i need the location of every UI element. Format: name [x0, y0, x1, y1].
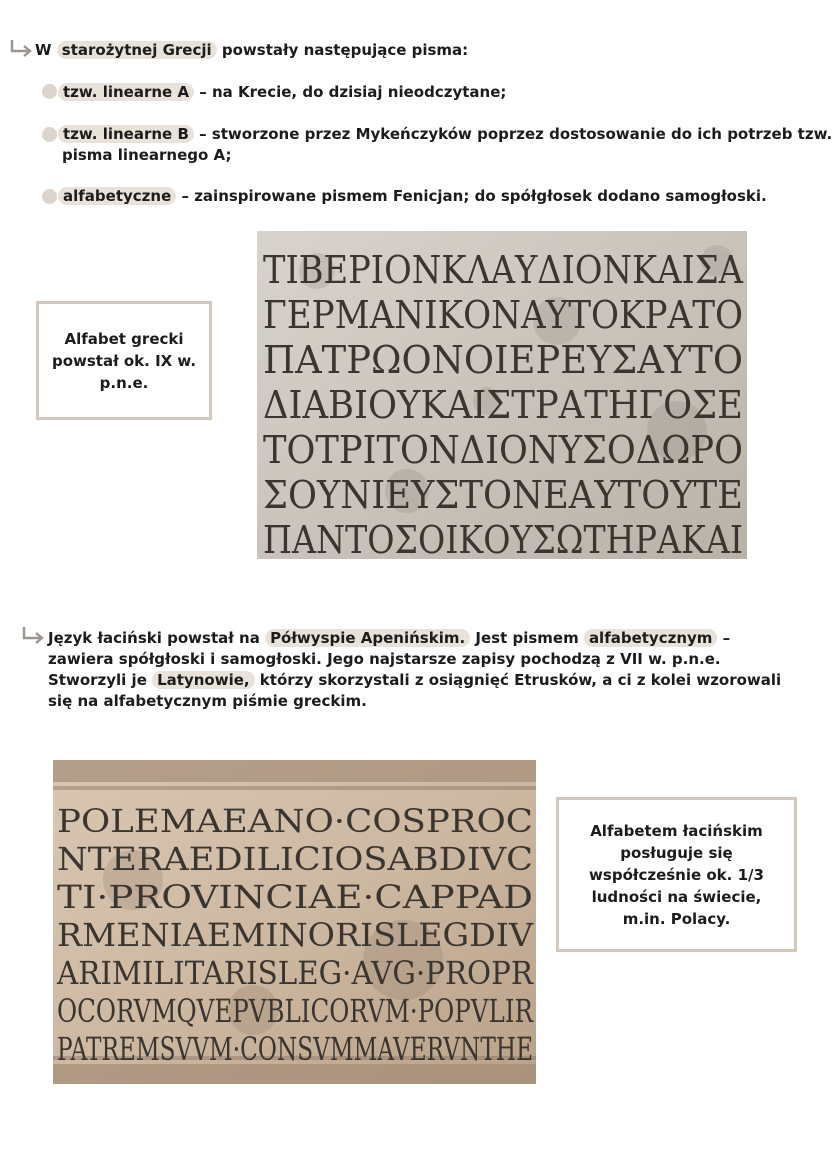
bullet-icon — [42, 84, 57, 99]
inscription-line: NTERAEDILICIOSABDIVC — [57, 840, 533, 878]
turn-arrow-icon — [8, 38, 34, 60]
intro-suffix: powstały następujące pisma: — [216, 41, 469, 59]
item-text: – zainspirowane pismem Fenicjan; do spółgłosek dodano samogłoski. — [176, 187, 767, 205]
para-text: Jest pismem — [470, 629, 584, 647]
note-text: Alfabet grecki powstał ok. IX w. p.n.e. — [51, 329, 197, 392]
greek-inscription-image — [257, 231, 747, 562]
list-item-continuation: pisma linearnego A; — [62, 146, 232, 164]
para-text: Język łaciński powstał na — [48, 629, 266, 647]
inscription-line: ΓΕΡΜΑΝΙΚΟΝΑΥΤΟΚΡΑΤΟ — [263, 293, 743, 337]
list-item — [58, 124, 832, 145]
highlight-greece: starożytnej Grecji — [57, 41, 217, 59]
inscription-line: ΣΟΥΝΙΕΥΣΤΟΝΕΑΥΤΟΥΤΕ — [263, 473, 743, 517]
inscription-line: PATREMSVVM·CONSVMMAVERVNTHE — [57, 1030, 533, 1068]
intro-prefix: W — [35, 41, 57, 59]
inscription-line: TI·PROVINCIAE·CAPPAD — [57, 878, 533, 916]
note-latin-alphabet — [556, 797, 797, 952]
term-linear-a: tzw. linearne A — [58, 83, 194, 101]
turn-arrow-icon — [20, 625, 46, 647]
latin-inscription-image — [53, 760, 536, 1084]
para-text: którzy skorzystali z osiągnięć Etrusków, a ci z kolei wzorowali się na alfabetycznym piśmie greckim. — [48, 671, 782, 710]
list-item — [58, 186, 767, 207]
term-alphabetic: alfabetyczne — [58, 187, 176, 205]
term-linear-b: tzw. linearne B — [58, 125, 194, 143]
note-text: Alfabetem łacińskim posługuje się współcześnie ok. 1/3 ludności na świecie, m.in. Polacy. — [589, 821, 764, 928]
inscription-line: POLEMAEANO·COSPROC — [57, 802, 533, 840]
para-text: – zawiera spółgłoski i samogłoski. Jego najstarsze zapisy pochodzą z VII w. p.n.e. Stworzyli je — [48, 629, 731, 689]
highlight-latins: Latynowie, — [152, 671, 254, 689]
highlight-peninsula: Półwyspie Apenińskim. — [265, 629, 470, 647]
inscription-line: ΤΟΤΡΙΤΟΝΔΙΟΝΥΣΟΔΩΡΟ — [263, 428, 743, 472]
inscription-line: OCORVMQVEPVBLICORVM·POPVLIR — [57, 992, 534, 1030]
list-item — [58, 82, 506, 103]
inscription-line: ARIMILITARISLEG·AVG·PROPR — [56, 954, 534, 992]
inscription-line: ΠΑΝΤΟΣΟΙΚΟΥΣΩΤΗΡΑΚΑΙ — [263, 518, 743, 562]
inscription-line: ΔΙΑΒΙΟΥΚΑΙΣΤΡΑΤΗΓΟΣΕ — [263, 383, 743, 427]
bullet-icon — [42, 189, 57, 204]
latin-paragraph — [48, 628, 788, 712]
highlight-alphabetic: alfabetycznym — [584, 629, 717, 647]
bullet-icon — [42, 127, 57, 142]
section1-intro — [35, 40, 468, 61]
note-greek-alphabet — [36, 301, 212, 420]
inscription-line: RMENIAEMINORISLEGDIV — [57, 916, 534, 954]
item-text: – na Krecie, do dzisiaj nieodczytane; — [194, 83, 507, 101]
inscription-line: ΠΑΤΡΩΟΝΟΙΕΡΕΥΣΑΥΤΟ — [263, 338, 743, 382]
inscription-line: ΤΙΒΕΡΙΟΝΚΛΑΥΔΙΟΝΚΑΙΣΑ — [263, 248, 744, 292]
item-text: – stworzone przez Mykeńczyków poprzez dostosowanie do ich potrzeb tzw. — [193, 125, 832, 143]
